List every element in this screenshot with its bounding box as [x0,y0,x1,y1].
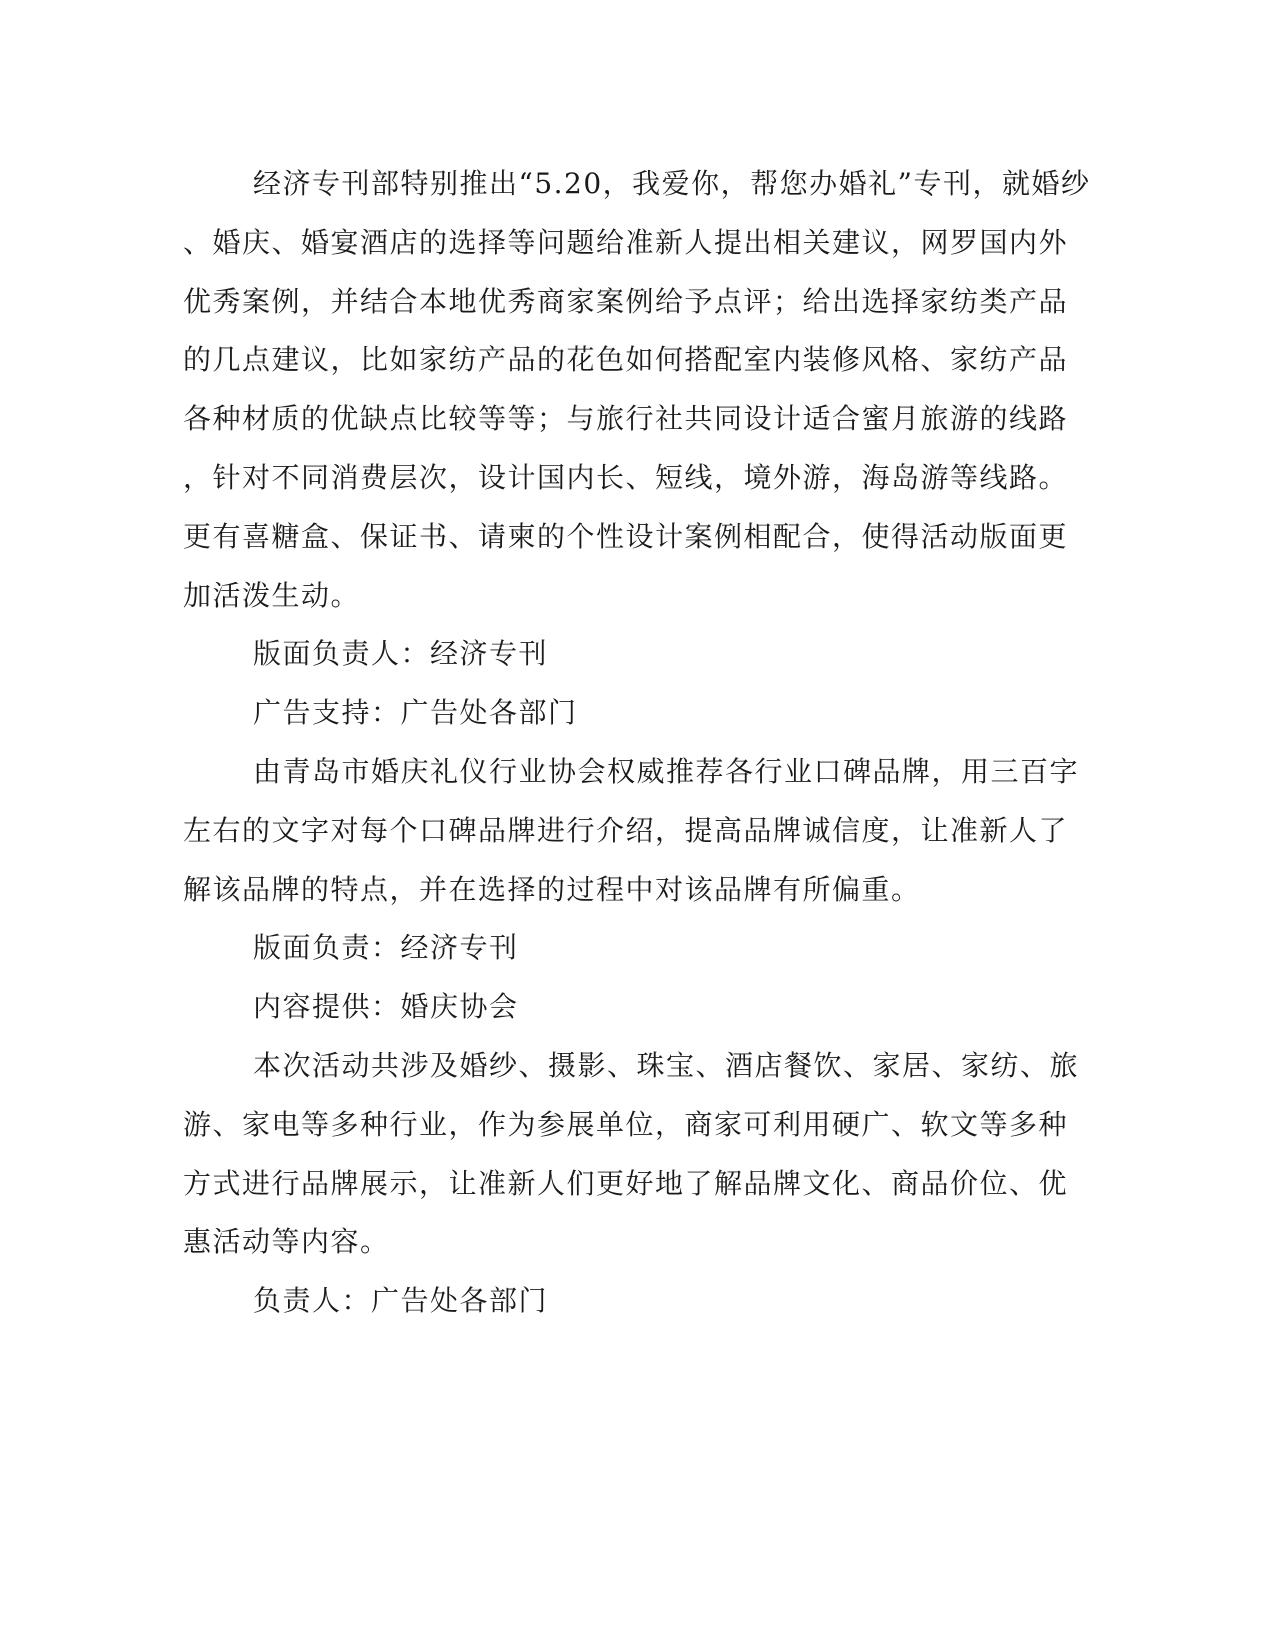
paragraph-line: 各种材质的优缺点比较等等；与旅行社共同设计适合蜜月旅游的线路 [183,402,1069,436]
paragraph-line: 的几点建议，比如家纺产品的花色如何搭配室内装修风格、家纺产品 [183,343,1069,377]
paragraph-line: 方式进行品牌展示，让准新人们更好地了解品牌文化、商品价位、优 [183,1166,1069,1200]
paragraph-line: 加活泼生动。 [183,578,361,612]
paragraph-line: 、婚庆、婚宴酒店的选择等问题给准新人提出相关建议，网罗国内外 [183,225,1069,259]
paragraph-line: 更有喜糖盒、保证书、请柬的个性设计案例相配合，使得活动版面更 [183,519,1069,553]
document-body [183,155,1091,1331]
paragraph-line: 优秀案例，并结合本地优秀商家案例给予点评；给出选择家纺类产品 [183,284,1069,318]
paragraph-line: ，针对不同消费层次，设计国内长、短线，境外游，海岛游等线路。 [183,460,1069,494]
owner-line: 负责人：广告处各部门 [253,1284,549,1318]
paragraph-line: 由青岛市婚庆礼仪行业协会权威推荐各行业口碑品牌，用三百字 [253,754,1080,788]
paragraph-line: 经济专刊部特别推出“5.20，我爱你，帮您办婚礼”专刊，就婚纱 [253,167,1091,200]
paragraph-wedding-special [183,155,1091,625]
paragraph-line: 惠活动等内容。 [183,1225,390,1259]
paragraph-brand-recommendation [183,743,1080,919]
content-provider-line: 内容提供：婚庆协会 [253,990,519,1024]
layout-owner-line: 版面负责人：经济专刊 [253,637,549,671]
paragraph-exhibition [183,1037,1080,1272]
paragraph-line: 本次活动共涉及婚纱、摄影、珠宝、酒店餐饮、家居、家纺、旅 [253,1048,1080,1082]
paragraph-line: 游、家电等多种行业，作为参展单位，商家可利用硬广、软文等多种 [183,1107,1069,1141]
paragraph-line: 左右的文字对每个口碑品牌进行介绍，提高品牌诚信度，让准新人了 [183,813,1069,847]
ad-support-line: 广告支持：广告处各部门 [253,696,578,730]
paragraph-line: 解该品牌的特点，并在选择的过程中对该品牌有所偏重。 [183,872,921,906]
layout-owner-line-2: 版面负责：经济专刊 [253,931,519,965]
